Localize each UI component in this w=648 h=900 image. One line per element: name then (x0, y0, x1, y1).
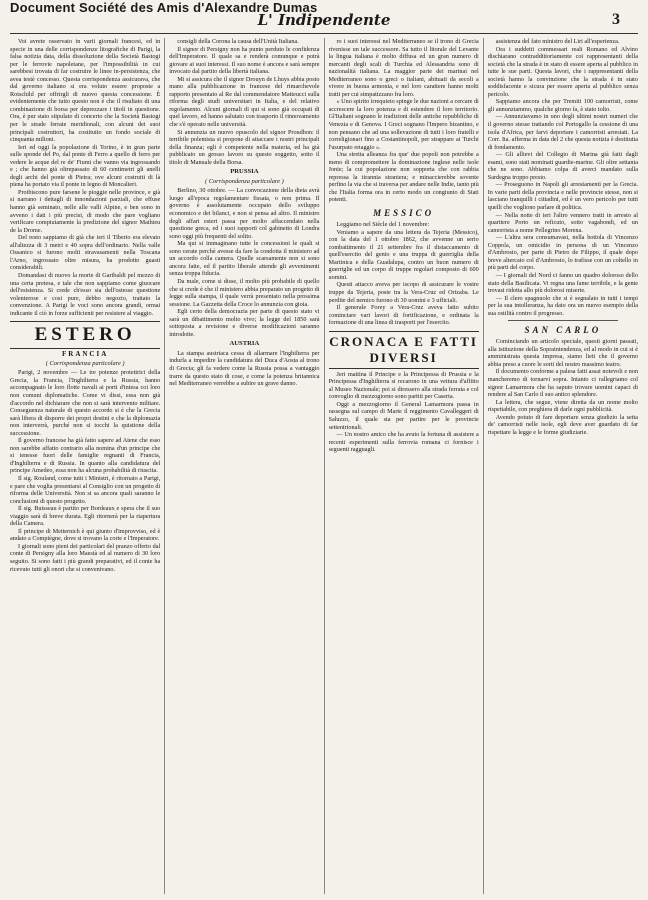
paragraph: Il sig. Buisseau è partito per Bordeaux e spera che il suo viaggio sarà di breve durata. Egli ritornerà per la riapertura della Camera. (10, 505, 161, 528)
paragraph: Del resto sappiamo di già che ieri il Tiberio era elevato all'altezza di 3 metri e 40 sopra dell'ordinario. Nella valle Ossanico si furono molti stravasamenti nella Toscana l'Arno, ingrossato oltre misura, ha prodotto guasti considerabili. (10, 234, 161, 272)
paragraph: Mi si assicura che il signor Drouyn de Lhuys abbia posto mano alla pubblicazione in francese del rimarchevole rapporto presentato al Re dal commendatore Matteucci sulla riforma degli studi universitari in Italia, e del relativo regolamento. Alcuni giornali di qui si sono già occupati di quel lavoro, ed hanno salutato con trasporto il rinnovamento che s'è operato nelle università. (169, 75, 320, 129)
paragraph: Leggiamo nel Siècle del 1 novembre: (336, 221, 430, 229)
paragraph: — Nella notte di ieri l'altro vennero tratti in arresto al quartiere Porto un reficuto, sotto vagabondi, ed un camorrista a nome Pellegrino Morena. (487, 211, 638, 234)
paragraph: Ieri ed oggi la popolazione di Torino, è in gran parte sulle sponde del Po, dal ponte di Ferro a quello di ferro per vedere le acque del re de' Fiumi che vanno via ingrossando e ; che hanno già oltrepassato di 60 centimetri gli anelli degli archi del ponte di Pietra; ove alcuni costrutti di là piena ha portato via il ponte in legno di Moncalieri. (10, 143, 161, 189)
paragraph: Il governo francese ha già fatto sapere ad Atene che esso non sarebbe affatto contrario alla nomina d'un principe che si tenesse fuori delle famiglie regnanti di Francia, d'Inghilterra e di Russia. In quanto alla candidatura del principe Amedeo, essa non ha alcuna probabilità di riuscita. (10, 437, 161, 475)
paragraph: Oggi a mezzogiorno il General Lamarmora passa in rassegna sul campo di Marte il reggimento Cavalleggeri di Saluzzo, il quale sta per partire per le provincie settentrionali. (328, 400, 479, 431)
paragraph: Jeri mattina il Principe e la Principessa di Prussia e la Principessa d'Inghilterra si recarono in una vettura d'affitto al Museo Nazionale; poi si diressero alla strada ferrata e col convoglio di mezzogiorno sono partiti per Caserta. (328, 370, 479, 401)
paragraph: Veniamo a sapere da una lettera da Tejeria (Messico), con la data del 1 ottobre 1862, che avvenne un serio combattimento il 21 settembre fra il distaccamento di quell'esercito del genio e una truppa di guerriglia della Martinica e della Guadalupa, contro un buon numero di guerriglie ed un corpo di truppe regolari composto di 600 uomini. (328, 228, 479, 281)
paragraph: La lettera, che segue, viene diretta da un nome molto rispettabile, con preghiera di darle ogni pubblicità. (487, 398, 638, 414)
paragraph: — L'altra sera consumavasi, nella bottola di Vincenzo Coppola, un omicidio in persona di un Vincenzo d'Ambrosio, per parte di Pietro de Filippo, il quale dopo breve altercato col d'Ambrosio, lo trafisse con un coltello in più parti del corpo. (487, 234, 638, 272)
section-heading-estero: ESTERO (10, 321, 160, 349)
paragraph: Cominciando un articolo speciale, questi giorni passati, alla istituzione della Sopraintendenza, ed al modo in cui si è amministrata questa impresa, siamo lieti che il governo abbia preso a cuore le sorti del nostro massimo teatro. (487, 338, 638, 368)
column-4 (488, 38, 638, 894)
paragraph: Avendo potuto di fare deportare senza giudizio la setta de' camorristi nelle isole, egli deve aver guardato di far rispettare la legge e le forme giudiziarie. (487, 413, 638, 436)
paragraph: Il documento conforme a palesa fatti assai notevoli e non mancheremo di tornarvi sopra. Intanto ci rallegriamo col signor Lamarmora che ha saputo trovare uomini capaci di rendere al San Carlo il suo antico splendore. (487, 368, 638, 399)
paragraph: Il principe di Metternich è qui giunto d'improvviso, ed è andato a Compiègne, dove si trovano la corte e l'Imperatore. (10, 527, 161, 543)
section-heading-cronaca: CRONACA E FATTI DIVERSI (329, 331, 479, 369)
paragraph: Il signor di Persigny non ha punto perduto le confidenza dell'Imperatore. Il quale sa e renderà comunque e potrà giovare ai suoi interessi. Il suo nome è ancora e sarà sempre invocato dal partito della libertà italiana. (169, 45, 320, 76)
paragraph: — Gli allievi del Collegio di Marina già fatti dagli esami, sono stati nominati guardie-marine. Gli oltre settanta che ne sono. Abbiamo colpa di averci mandato sulla Sardegna troppo presto. (487, 151, 638, 181)
paragraph: — Un nostro amico che ha avuto la fortuna di assistere a recenti esperimenti sulla ferrovia romana ci fornisce i seguenti ragguagli. (328, 431, 479, 454)
paragraph: I giornali sono pieni dei particolari del pranzo offerto dal conte di Persigny alla loro Maestà ed al numero di 30 loro seguito. Si sono fatti i più grandi preparativi, ed il conte ha ricevuto tutti gli onori che si convenivano. (10, 542, 161, 573)
byline: ( Corrispondenza particolare ) (45, 359, 125, 367)
paragraph: « Uno spirito irrequieto spinge le due nazioni a cercare di accrescere la loro potenza e di estendere il loro territorio. Gl'Italiani sognano le tradizioni delle antiche repubbliche di Venezia e di Genova. I Greci sognano l'Impero bizantino, e non pensano che ad una sollevazione di tutti i loro fratelli e correligionari fino a Costantinopoli, per strappare ai Turchi l'usurpato retaggio ». (328, 98, 479, 151)
byline: ( Corrispondenza particolare ) (204, 177, 284, 185)
paragraph: — I giornali del Nord ci fanno un quadro doloroso dello stato della Basilicata. Vi regna una fame terribile, e la gente trovasi ridotta allo più dolorosi miserie. (487, 271, 638, 295)
paragraph: Il generale Forey a Vera-Cruz aveva fatto subito cominciare vari lavori di fortificazione, e ordinata la formazione di una linea di trasporti per l'esercito. (328, 304, 479, 327)
page-number: 3 (612, 11, 620, 28)
paragraph: Proibiscono pure farsene le pioggie nelle province, e già si narrano i dettagli di innondazioni parziali, che effuse hanno già seminato, nelle alle valli Alpine, e ben sono in avveno i dati i più precisi, di modo che pare vogliano verificare compiutamente la predizione del signor Mathieu de la Drome. (10, 188, 161, 234)
paragraph: Ma qui si immaginano tutte le concessioni le quali si sono cerate perchè avesse da fare la condotta il ministero ad un accordo colla camera. Quelle scarsamente non si sono ancora fatte, ed il partito liberale attende gli avvenimenti senza troppa fiducia. (169, 240, 320, 278)
masthead (0, 10, 648, 34)
paragraph: Parigi, 2 novembre — Le tre potenze protettrici della Grecia, la Francia, l'Inghilterra e la Russia, hanno accompagnato le loro flotte navali ai porti d'intesa coi loro non comuni diplomatiche. Come vi dissi, essa non già d'accordo nel dichiarare che non si sarà intervento militare. Conseguenza naturale di questo accordo si è che la Grecia sarà libera di disporre dei propri destini e che la diplomazia non interverrà, purché non si tocchi la quistione della successione. (10, 369, 161, 437)
column-2 (169, 38, 324, 894)
paragraph: Si annunzia un nuovo opuscolo del signor Proudhon: il terribile polemista si propone di attaccare i nostri principali della finanza; egli è competente nella materia, ed ha già pubblicato un grosso lavoro su questo soggetto, sotto il titolo di Manuale della Borsa. (169, 128, 320, 166)
paragraph: assistenza del fato ministro del Liri all'esperienza. (495, 38, 620, 45)
paragraph: Una stretta alleanza fra que' due popoli non potrebbe a meno di compromettere la dominazione inglese nelle isole Jonie; la cui popolazione non sopporta che con rabbia repressa la tirannia straniera; e minaccierebbe sovente perfino la via che si traversa per andare nelle Indie, tanto più che l'Italia forma ora in certo modo un congiunto di Stati potenti. (328, 151, 479, 204)
subheading-prussia: PRUSSIA (230, 168, 259, 176)
paragraph: — Il clero spagnuolo che si è segnalato in tutti i tempi per la sua intolleranza, ha dato ora un nuovo esempio della sua ostilità contro il progresso. (487, 294, 638, 317)
paragraph: — Annunziavamo in uno degli ultimi nostri numeri che il governo stesse trattando col Portogallo la cessione di una isola d'Africa, per farvi deportare i camorristi arrestati. La Corr. Ita. afferma in data del 2 che questa notizia è destituita di fondamento. (487, 113, 638, 151)
subheading-messico: MESSICO (373, 208, 435, 219)
paragraph: Ora i suddetti commessari reali Romano ed Alvino dischiarano contraddittoriamente coi rappresentanti della società che la strada è in stato di essere aperta al pubblico in tutte le sue parti. Questa lavori, che i rappresentanti della società hanno la convinzione che la strada è in stato soddisfacente e sicura per essere aperta al pubblico senza pericolo. (487, 45, 638, 98)
paragraph: Berlino, 30 ottobre. — La convocazione della dieta avrà luogo all'epoca regolamentare fissata, o non prima. Il governo è assolutamente occupato dello sviluppo economico e dei bilanci, e non si pensa ad altro. Il ministro degli affari esteri passa per molto affaccendato nella questione greca, ed i suoi rapporti col gabinetto di Londra sono oggi più frequenti del solito. (169, 187, 320, 240)
paragraph: Domandasi di nuovo la morte di Garibaldi pel mezzo di una certa pretesa, e tale che non sappiamo come giuocare dell'esistenza. Si crede ch'esso sia dell'ostesse questione volenterose e cosi pure, debbo negozio, trattato la convenzione. A Parigi le voci sono ancora grandi, ormai indicante il ciò in forze sufficienti per resistere al viaggio. (10, 271, 161, 317)
paragraph: Egli certo della democrazia per parte di questo stato vi sarà un dibattimento molto vivo; la legge del 1850 sarà sottoposta a revisione e diverse modificazioni saranno introdotte. (169, 308, 320, 338)
paragraph: Da male, come si disse, il molto più probabile di quello che si crede è che il ministero abbia preparato un progetto di legge sulla stampa, il quale verrà presentato nella prossima sessione. La Gazzetta della Croce lo annunzia con gioia. (169, 277, 320, 308)
article-columns (10, 38, 638, 894)
paragraph: consigli della Corona la causa dell'Unità Italiana. (177, 38, 299, 45)
paragraph: Sappiamo ancora che per Tremiti 100 camorristi, come gli annunziammo, qualche giorno fa, è stato tolto. (487, 98, 638, 113)
subheading-san-carlo: SAN CARLO (524, 325, 602, 336)
column-1 (10, 38, 165, 894)
section-divider (508, 320, 618, 321)
column-3 (329, 38, 484, 894)
newspaper-title: L' Indipendente (257, 11, 391, 29)
paragraph: — Proseguono in Napoli gli arrestamenti per la Grecia. In varie parti della provincia e nelle provincie stesse, non si lasciano tranquilli i cittadini, ed è un vero pericolo per tutti quelli che vogliono parlare di politica. (487, 181, 638, 212)
watermark: Document Société des Amis d'Alexandre Dumas (10, 0, 318, 15)
masthead-rule (10, 33, 638, 34)
paragraph: La stampa austriaca cessa di allarmare l'Inghilterra per indurla a impedire la candidatura del Duca d'Aosta al trono di Grecia; gli fa vedere come la Russia possa a vantaggio trarre da questo stato di cose, e come la potenza britannica nel Mediterraneo verrebbe a subire un grave danno. (169, 349, 320, 388)
paragraph: Questi attacco aveva per iscopo di assicurare le vostre truppe da Tejeria, poste tra la Vera-Cruz ed Orizaba. Le perdite del nemico furono di 30 uomini e 3 ufficiali. (328, 281, 479, 304)
subheading-francia: FRANCIA (61, 350, 109, 359)
subheading-austria: AUSTRIA (229, 340, 260, 348)
paragraph: ro i suoi interessi nel Mediterraneo se il trono di Grecia rivenisse un tale successore. Sa tutto il litorale del Levante la lingua italiana è molto diffusa ed un gran numero di mercanti degli scali di Turchia ed Alessandria sono di nazionalità italiana. La maggior parte dei marinai nel Mediterraneo sono o greci o italiani, abituati da secoli a vivere in buona armonia, e nel loro carattere hanno molti tratti per cui simpatizzano fra loro. (328, 38, 479, 98)
paragraph: Voi avrete osservato in varii giornali francesi, ed in specie in una delle corrispondenze litografiche di Parigi, la falsa notizia data, della dissoluzione della Società Bastogi per le ferrovie napoletane, per l'impossibilità in cui sarebbesi trovata di far costruire le linee in-persistenza, che avea testè concesso. Questa corrispondenza assicurava, che dal governo italiano si era voluto essere proposte a Rotschild per offrirgli di nuovo questa concessione. È evidentemente che tutto questo non è che il risultato di una combinazione di borsa per deprezzare i titoli in questione. Ora, è pur stato stipulato di concerto che la Società Bastogi per le strade ferrate meridionali, con alcuni dei suoi principali costruttori, ha costituito un fondo sociale di cinquanta milioni. (10, 38, 161, 144)
paragraph: Il sig. Rouland, come tutti i Ministri, è ritornato a Parigi, e pare che voglia presentarsi al Consiglio con un progetto di riforma delle Università. Non si sa ancora quali saranno le conclusioni di questo progetto. (10, 474, 161, 505)
